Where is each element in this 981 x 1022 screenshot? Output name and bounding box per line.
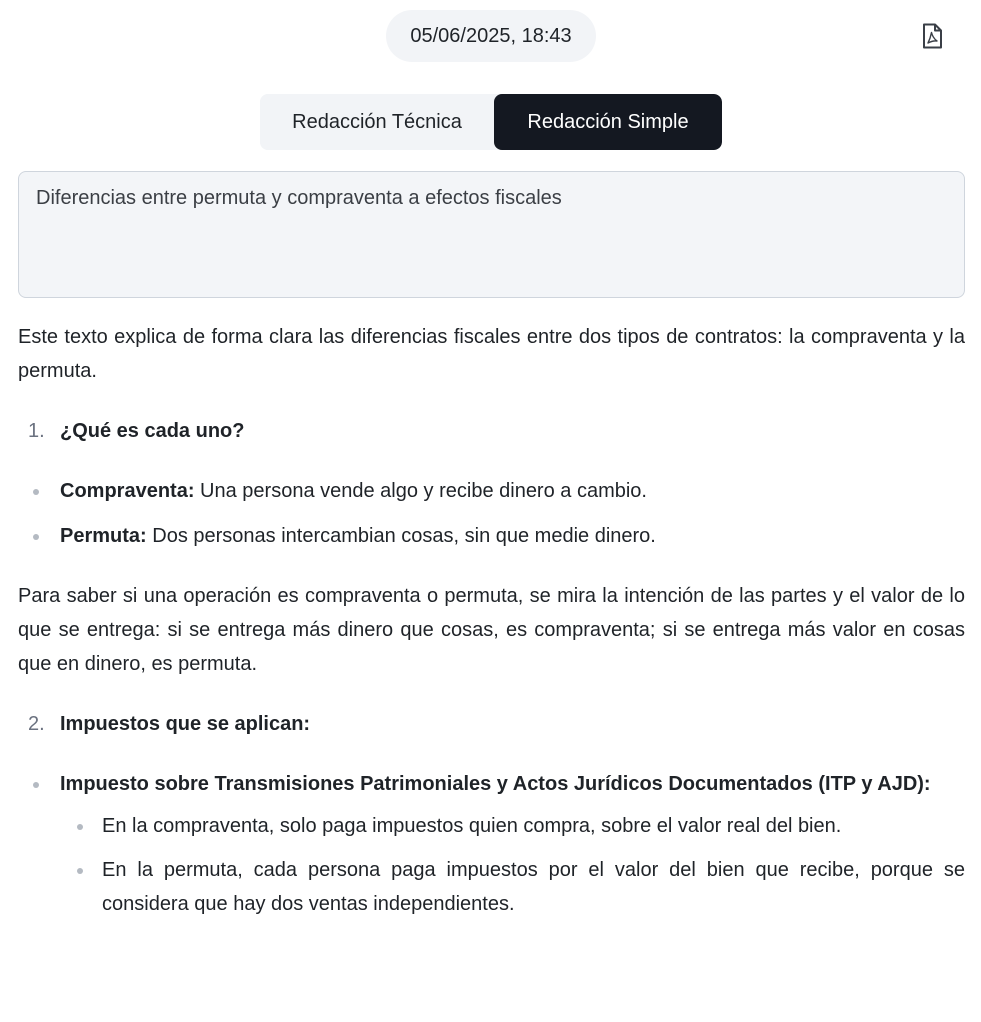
tab-technical-label: Redacción Técnica bbox=[292, 110, 462, 133]
list-item bbox=[18, 519, 965, 553]
list-item bbox=[18, 767, 965, 921]
term-label: Permuta: bbox=[60, 525, 147, 547]
definitions-list bbox=[18, 474, 965, 553]
timestamp-text: 05/06/2025, 18:43 bbox=[410, 24, 572, 47]
section-heading-1 bbox=[18, 414, 965, 448]
tax-details-list bbox=[60, 809, 965, 921]
pdf-file-icon bbox=[921, 23, 943, 49]
section-title-2: Impuestos que se aplican: bbox=[60, 713, 311, 735]
section-title-1: ¿Qué es cada uno? bbox=[60, 420, 245, 442]
view-mode-tabs bbox=[260, 94, 722, 150]
term-description: Una persona vende algo y recibe dinero a cambio. bbox=[194, 480, 647, 502]
tab-simple[interactable] bbox=[494, 94, 722, 150]
section-number-2: 2. bbox=[28, 713, 45, 735]
timestamp-badge bbox=[386, 10, 596, 62]
term-label: Compraventa: bbox=[60, 480, 195, 502]
response-content bbox=[18, 320, 965, 932]
criteria-paragraph: Para saber si una operación es compraventa o permuta, se mira la intención de las partes y el valor de lo que se entrega: si se entrega más dinero que cosas, es compraventa; si se entrega más valor en cosas que en dinero, es permuta. bbox=[18, 585, 965, 675]
list-item bbox=[18, 474, 965, 508]
intro-paragraph: Este texto explica de forma clara las diferencias fiscales entre dos tipos de contratos: la compraventa y la permuta. bbox=[18, 326, 965, 382]
list-item: En la permuta, cada persona paga impuestos por el valor del bien que recibe, porque se considera que hay dos ventas independientes. bbox=[60, 853, 965, 921]
query-textarea[interactable] bbox=[18, 171, 965, 298]
taxes-list bbox=[18, 767, 965, 921]
export-pdf-button[interactable] bbox=[916, 20, 948, 52]
section-heading-2 bbox=[18, 707, 965, 741]
tax-name: Impuesto sobre Transmisiones Patrimoniales y Actos Jurídicos Documentados (ITP y AJD): bbox=[60, 773, 931, 795]
term-description: Dos personas intercambian cosas, sin que medie dinero. bbox=[146, 525, 656, 547]
tab-technical[interactable] bbox=[260, 94, 494, 150]
query-text: Diferencias entre permuta y compraventa a efectos fiscales bbox=[36, 187, 562, 209]
tab-simple-label: Redacción Simple bbox=[527, 110, 689, 133]
list-item: En la compraventa, solo paga impuestos quien compra, sobre el valor real del bien. bbox=[60, 809, 965, 843]
section-number-1: 1. bbox=[28, 420, 45, 442]
